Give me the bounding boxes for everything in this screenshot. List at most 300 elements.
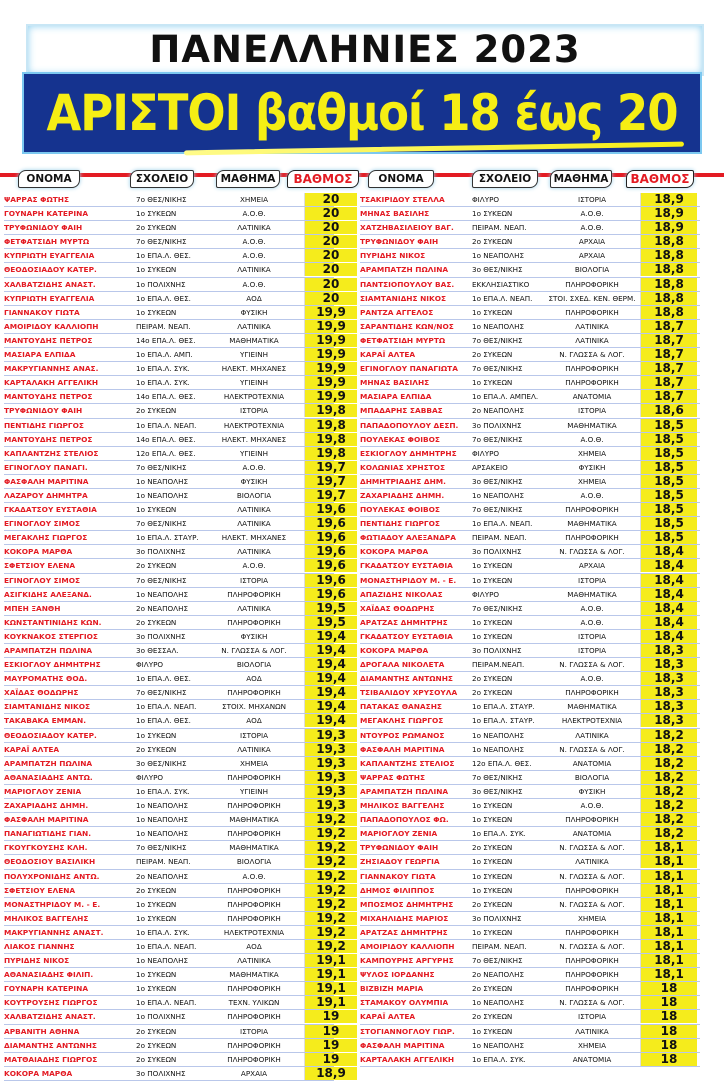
- school-name: 1ο ΣΥΚΕΩΝ: [136, 899, 177, 909]
- grade-value: 19,2: [304, 813, 357, 826]
- grade-value: 18,2: [640, 785, 697, 798]
- school-name: ΠΕΙΡΑΜ.ΝΕΑΠ.: [472, 660, 525, 670]
- table-row: [360, 461, 700, 475]
- student-name: ΜΑΝΤΟΥΔΗΣ ΠΕΤΡΟΣ: [4, 434, 93, 444]
- table-row: [360, 235, 700, 249]
- grade-value: 18,6: [640, 404, 697, 417]
- grade-value: 18: [640, 1025, 697, 1038]
- grade-value: 19,9: [304, 390, 357, 403]
- table-row: [4, 1052, 340, 1067]
- table-row: [4, 855, 346, 869]
- student-name: ΚΑΠΛΑΝΤΖΗΣ ΣΤΕΛΙΟΣ: [360, 758, 455, 768]
- table-row: [360, 376, 700, 390]
- student-name: ΧΑΛΒΑΤΖΙΔΗΣ ΑΝΑΣΤ.: [4, 279, 96, 289]
- subject-name: ΠΛΗΡΟΦΟΡΙΚΗ: [565, 970, 619, 980]
- top-title: ΠΑΝΕΛΛΗΝΙΕΣ 2023: [149, 28, 581, 71]
- table-row: [4, 362, 346, 376]
- subject-name: Ν. ΓΛΩΣΣΑ & ΛΟΓ.: [559, 871, 625, 881]
- student-name: ΕΓΙΝΟΓΛΟΥ ΣΙΜΟΣ: [4, 519, 81, 529]
- school-name: 1ο ΣΥΚΕΩΝ: [136, 984, 177, 994]
- grade-value: 19,7: [304, 475, 357, 488]
- student-name: ΤΡΥΦΩΝΙΔΟΥ ΦΑΙΗ: [360, 237, 439, 247]
- subject-name: ΠΛΗΡΟΦΟΡΙΚΗ: [227, 1012, 281, 1022]
- student-name: ΚΑΜΠΟΥΡΗΣ ΑΡΓΥΡΗΣ: [360, 956, 454, 966]
- left-column: [4, 170, 353, 1081]
- grade-value: 19,8: [304, 419, 357, 432]
- grade-value: 18,5: [640, 447, 697, 460]
- student-name: ΚΟΚΟΡΑ ΜΑΡΘΑ: [360, 547, 429, 557]
- grade-value: 18,4: [640, 588, 697, 601]
- school-name: 7ο ΘΕΣ/ΝΙΚΗΣ: [472, 364, 523, 374]
- subject-name: ΗΛΕΚΤΡΟΤΕΧΝΙΑ: [223, 927, 285, 937]
- subject-name: ΛΑΤΙΝΙΚΑ: [575, 335, 609, 345]
- table-row: [360, 362, 700, 376]
- school-name: 1ο ΣΥΚΕΩΝ: [472, 209, 513, 219]
- grade-value: 18,1: [640, 855, 697, 868]
- table-row: [4, 799, 346, 813]
- grade-value: 18,2: [640, 743, 697, 756]
- student-name: ΓΙΑΝΝΑΚΟΥ ΓΙΩΤΑ: [4, 307, 80, 317]
- table-row: [4, 235, 340, 249]
- grade-value: 18,7: [640, 348, 697, 361]
- table-row: [4, 601, 346, 616]
- student-name: ΜΑΚΡΥΓΙΑΝΝΗΣ ΑΝΑΣ.: [4, 364, 99, 374]
- subject-name: Α.Ο.Θ.: [580, 490, 604, 500]
- school-name: ΠΕΙΡΑΜ. ΝΕΑΠ.: [136, 321, 191, 331]
- grade-value: 19,6: [304, 545, 357, 558]
- subject-name: ΙΣΤΟΡΙΑ: [577, 1012, 607, 1022]
- subject-name: ΥΓΙΕΙΝΗ: [240, 786, 268, 796]
- school-name: 7ο ΘΕΣ/ΝΙΚΗΣ: [472, 505, 523, 515]
- school-name: 1ο ΕΠΑ.Λ. ΑΜΠΕΛ.: [472, 392, 539, 402]
- school-name: 3ο ΠΟΛΙΧΝΗΣ: [472, 913, 522, 923]
- grade-value: 18,5: [640, 419, 697, 432]
- subject-name: ΙΣΤΟΡΙΑ: [577, 406, 607, 416]
- school-name: 3ο ΘΕΣ/ΝΙΚΗΣ: [472, 786, 523, 796]
- student-name: ΑΡΑΜΠΑΤΖΗ ΠΩΛΙΝΑ: [360, 786, 449, 796]
- subject-name: ΒΙΟΛΟΓΙΑ: [236, 660, 272, 670]
- grade-value: 18,7: [640, 320, 697, 333]
- student-name: ΠΕΝΤΙΔΗΣ ΓΙΩΡΓΟΣ: [4, 420, 84, 430]
- student-name: ΔΗΜΟΣ ΦΙΛΙΠΠΟΣ: [360, 885, 435, 895]
- table-row: [360, 968, 700, 982]
- grade-value: 19,3: [304, 729, 357, 742]
- student-name: ΠΑΠΑΔΟΠΟΥΛΟΥ ΔΕΣΠ.: [360, 420, 459, 430]
- school-name: 3ο ΘΕΣ/ΝΙΚΗΣ: [472, 476, 523, 486]
- school-name: 1ο ΕΠΑ.Λ. ΝΕΑΠ.: [136, 941, 197, 951]
- school-name: 1ο ΕΠΑ.Λ. ΑΜΠ.: [136, 350, 193, 360]
- student-name: ΠΟΥΛΕΚΑΣ ΦΟΙΒΟΣ: [360, 505, 440, 515]
- student-name: ΣΙΑΜΤΑΝΙΔΗΣ ΝΙΚΟΣ: [4, 702, 91, 712]
- school-name: 1ο ΣΥΚΕΩΝ: [136, 307, 177, 317]
- subject-name: ΛΑΤΙΝΙΚΑ: [575, 1026, 609, 1036]
- subject-name: ΗΛΕΚΤΡΟΤΕΧΝΙΑ: [561, 716, 623, 726]
- student-name: ΚΥΠΡΙΩΤΗ ΕΥΑΓΓΕΛΙΑ: [4, 251, 95, 261]
- grade-value: 19,2: [304, 926, 357, 939]
- table-row: [360, 870, 700, 884]
- subject-name: Α.Ο.Θ.: [242, 209, 266, 219]
- grade-value: 18,8: [640, 292, 697, 305]
- school-name: 1ο ΝΕΑΠΟΛΗΣ: [472, 744, 525, 754]
- grade-value: 19,3: [304, 785, 357, 798]
- school-name: ΦΙΛΥΡΟ: [136, 660, 164, 670]
- subject-name: ΛΑΤΙΝΙΚΑ: [237, 956, 271, 966]
- grade-value: 19,3: [304, 771, 357, 784]
- grade-value: 19,5: [304, 602, 357, 615]
- table-row: [360, 404, 700, 418]
- subject-name: ΑΝΑΤΟΜΙΑ: [572, 1054, 612, 1064]
- subject-name: ΙΣΤΟΡΙΑ: [577, 646, 607, 655]
- school-name: 3ο ΠΟΛΙΧΝΗΣ: [472, 547, 522, 557]
- school-name: 7ο ΘΕΣ/ΝΙΚΗΣ: [472, 603, 523, 613]
- table-row: [4, 587, 346, 602]
- grade-value: 19,3: [304, 757, 357, 770]
- grade-value: 18,4: [640, 602, 697, 615]
- student-name: ΘΕΟΔΟΣΙΑΔΟΥ ΚΑΤΕΡ.: [4, 730, 97, 740]
- subject-name: ΠΛΗΡΟΦΟΡΙΚΗ: [227, 829, 281, 839]
- school-name: ΠΕΙΡΑΜ. ΝΕΑΠ.: [472, 533, 527, 543]
- school-name: 1ο ΕΠΑ.Λ. ΣΤΑΥΡ.: [136, 533, 199, 543]
- subject-name: ΤΕΧΝ. ΥΛΙΚΩΝ: [228, 998, 280, 1008]
- table-row: [360, 855, 700, 869]
- school-name: 1ο ΕΠΑ.Λ. ΝΕΑΠ.: [136, 420, 197, 430]
- student-name: ΧΑΪΔΑΣ ΘΟΔΩΡΗΣ: [4, 688, 79, 698]
- grade-value: 18,3: [640, 658, 697, 671]
- subject-name: ΑΡΧΑΙΑ: [240, 1068, 268, 1078]
- student-name: ΕΣΚΙΟΓΛΟΥ ΔΗΜΗΤΡΗΣ: [4, 660, 101, 670]
- subject-name: ΠΛΗΡΟΦΟΡΙΚΗ: [227, 885, 281, 895]
- grade-value: 19,2: [304, 940, 357, 953]
- student-name: ΣΤΑΜΑΚΟΥ ΟΛΥΜΠΙΑ: [360, 998, 449, 1008]
- school-name: 2ο ΣΥΚΕΩΝ: [136, 1054, 177, 1064]
- table-row: [4, 897, 346, 912]
- table-row: [360, 700, 700, 714]
- student-name: ΠΟΥΛΕΚΑΣ ΦΟΙΒΟΣ: [360, 434, 440, 444]
- school-name: 1ο ΣΥΚΕΩΝ: [136, 209, 177, 219]
- subject-name: ΛΑΤΙΝΙΚΑ: [575, 321, 609, 331]
- subject-name: ΑΟΔ: [246, 941, 262, 951]
- table-row: [360, 954, 700, 968]
- subject-name: ΙΣΤΟΡΙΑ: [239, 406, 269, 416]
- student-name: ΓΚΑΔΑΤΣΟΥ ΕΥΣΤΑΘΙΑ: [4, 505, 97, 515]
- subject-name: Α.Ο.Θ.: [242, 871, 266, 881]
- subject-name: Α.Ο.Θ.: [580, 209, 604, 219]
- school-name: ΕΚΚΛΗΣΙΑΣΤΙΚΟ: [472, 279, 530, 289]
- table-row: [360, 1025, 700, 1039]
- grade-value: 18,5: [640, 531, 697, 544]
- table-row: [360, 658, 700, 672]
- subject-name: ΑΝΑΤΟΜΙΑ: [572, 829, 612, 839]
- student-name: ΚΥΠΡΙΩΤΗ ΕΥΑΓΓΕΛΙΑ: [4, 293, 95, 303]
- student-name: ΑΡΑΜΠΑΤΖΗ ΠΩΛΙΝΑ: [4, 646, 93, 655]
- school-name: 2ο ΣΥΚΕΩΝ: [136, 223, 177, 233]
- table-row: [360, 785, 700, 799]
- school-name: 1ο ΣΥΚΕΩΝ: [472, 927, 513, 937]
- school-name: 2ο ΣΥΚΕΩΝ: [136, 885, 177, 895]
- student-name: ΤΣΑΚΙΡΙΔΟΥ ΣΤΕΛΛΑ: [360, 195, 445, 204]
- school-name: 1ο ΝΕΑΠΟΛΗΣ: [472, 730, 525, 740]
- grade-value: 18: [640, 1053, 697, 1066]
- col-school-header: ΣΧΟΛΕΙΟ: [472, 170, 538, 188]
- grade-value: 19,8: [304, 447, 357, 460]
- school-name: 1ο ΣΥΚΕΩΝ: [472, 378, 513, 388]
- subject-name: ΥΓΙΕΙΝΗ: [240, 378, 268, 388]
- school-name: 1ο ΕΠΑ.Λ. ΘΕΣ.: [136, 293, 191, 303]
- subject-name: ΜΑΘΗΜΑΤΙΚΑ: [567, 420, 617, 430]
- student-name: ΠΥΡΙΔΗΣ ΝΙΚΟΣ: [4, 956, 70, 966]
- grade-value: 18,1: [640, 912, 697, 925]
- grade-value: 18,1: [640, 884, 697, 897]
- table-row: [4, 686, 346, 700]
- subject-name: Α.Ο.Θ.: [242, 279, 266, 289]
- subject-name: ΣΤΟΙ. ΣΧΕΔ. ΚΕΝ. ΘΕΡΜ.: [548, 293, 636, 303]
- student-name: ΠΑΝΑΓΙΩΤΙΔΗΣ ΓΙΑΝ.: [4, 829, 92, 839]
- grade-value: 19,1: [304, 968, 357, 981]
- grade-value: 18,8: [640, 235, 697, 248]
- school-name: 1ο ΕΠΑ.Λ. ΘΕΣ.: [136, 674, 191, 684]
- student-name: ΨΥΛΟΣ ΙΟΡΔΑΝΗΣ: [360, 970, 435, 980]
- student-name: ΚΟΛΩΝΙΑΣ ΧΡΗΣΤΟΣ: [360, 462, 446, 472]
- school-name: 12ο ΕΠΑ.Λ. ΘΕΣ.: [136, 448, 196, 458]
- student-name: ΦΑΣΦΑΛΗ ΜΑΡΙΤΙΝΑ: [360, 744, 445, 754]
- right-rows: [360, 193, 700, 1067]
- student-name: ΜΑΝΤΟΥΔΗΣ ΠΕΤΡΟΣ: [4, 335, 93, 345]
- subject-name: ΙΣΤΟΡΙΑ: [239, 575, 269, 585]
- grade-value: 19,1: [304, 954, 357, 967]
- grade-value: 19,8: [304, 404, 357, 417]
- table-row: [4, 813, 346, 827]
- main-banner: [22, 72, 702, 154]
- student-name: ΜΑΣΙΑΡΑ ΕΛΠΙΔΑ: [4, 350, 76, 360]
- table-row: [360, 602, 700, 616]
- table-row: [360, 1053, 700, 1067]
- subject-name: Α.Ο.Θ.: [580, 223, 604, 233]
- student-name: ΦΑΣΦΑΛΗ ΜΑΡΙΤΙΝΑ: [4, 476, 89, 486]
- school-name: 1ο ΕΠΑ.Λ. ΣΤΑΥΡ.: [472, 716, 535, 726]
- school-name: 2ο ΣΥΚΕΩΝ: [136, 561, 177, 571]
- subject-name: ΙΣΤΟΡΙΑ: [577, 195, 607, 204]
- grade-value: 19,5: [304, 616, 357, 629]
- school-name: 1ο ΣΥΚΕΩΝ: [472, 1026, 513, 1036]
- table-row: [4, 531, 346, 545]
- student-name: ΠΑΤΑΚΑΣ ΘΑΝΑΣΗΣ: [360, 702, 442, 712]
- subject-name: Α.Ο.Θ.: [580, 617, 604, 627]
- school-name: 1ο ΣΥΚΕΩΝ: [472, 871, 513, 881]
- subject-name: ΦΥΣΙΚΗ: [240, 476, 268, 486]
- student-name: ΚΟΥΤΡΟΥΣΗΣ ΓΙΩΡΓΟΣ: [4, 998, 98, 1008]
- student-name: ΕΓΙΝΟΓΛΟΥ ΠΑΝΑΓΙ.: [4, 462, 88, 472]
- school-name: 1ο ΕΠΑ.Λ. ΣΥΚ.: [136, 927, 190, 937]
- subject-name: Ν. ΓΛΩΣΣΑ & ΛΟΓ.: [559, 899, 625, 909]
- table-row: [360, 292, 700, 306]
- table-row: [360, 419, 700, 433]
- grade-value: 18,8: [640, 278, 697, 291]
- student-name: ΘΕΟΔΟΣΙΟΥ ΒΑΣΙΛΙΚΗ: [4, 857, 96, 867]
- subject-name: ΠΛΗΡΟΦΟΡΙΚΗ: [565, 378, 619, 388]
- school-name: 1ο ΝΕΑΠΟΛΗΣ: [472, 998, 525, 1008]
- col-school-header: ΣΧΟΛΕΙΟ: [130, 170, 194, 188]
- student-name: ΑΠΑΖΙΔΗΣ ΝΙΚΟΛΑΣ: [360, 589, 443, 599]
- student-name: ΑΡΑΤΖΑΣ ΔΗΜΗΤΡΗΣ: [360, 927, 448, 937]
- school-name: 1ο ΣΥΚΕΩΝ: [136, 730, 177, 740]
- grade-value: 18,7: [640, 376, 697, 389]
- school-name: 1ο ΝΕΑΠΟΛΗΣ: [136, 829, 189, 839]
- subject-name: ΜΑΘΗΜΑΤΙΚΑ: [229, 335, 279, 345]
- subject-name: ΜΑΘΗΜΑΤΙΚΑ: [229, 815, 279, 825]
- table-row: [360, 588, 700, 602]
- grade-value: 18,7: [640, 390, 697, 403]
- top-banner: [26, 24, 704, 76]
- grade-value: 18,3: [640, 672, 697, 685]
- school-name: 1ο ΠΟΛΙΧΝΗΣ: [136, 1012, 186, 1022]
- student-name: ΠΥΡΙΔΗΣ ΝΙΚΟΣ: [360, 251, 426, 261]
- student-name: ΣΑΡΑΝΤΙΔΗΣ ΚΩΝ/ΝΟΣ: [360, 321, 454, 331]
- school-name: 7ο ΘΕΣ/ΝΙΚΗΣ: [472, 335, 523, 345]
- grade-value: 19,4: [304, 714, 357, 727]
- table-row: [4, 869, 346, 884]
- student-name: ΚΑΡΑΪ ΑΛΤΕΑ: [4, 744, 60, 754]
- student-name: ΧΑΛΒΑΤΖΙΔΗΣ ΑΝΑΣΤ.: [4, 1012, 96, 1022]
- student-name: ΜΑΣΙΑΡΑ ΕΛΠΙΔΑ: [360, 392, 432, 402]
- student-name: ΣΦΕΤΣΙΟΥ ΕΛΕΝΑ: [4, 561, 76, 571]
- student-name: ΛΑΖΑΡΟΥ ΔΗΜΗΤΡΑ: [4, 490, 88, 500]
- student-name: ΜΟΝΑΣΤΗΡΙΔΟΥ Μ. - Ε.: [4, 899, 101, 909]
- subject-name: Ν. ΓΛΩΣΣΑ & ΛΟΓ.: [559, 744, 625, 754]
- right-column: [360, 170, 700, 1067]
- school-name: 7ο ΘΕΣ/ΝΙΚΗΣ: [472, 772, 523, 782]
- table-row: [4, 305, 346, 320]
- grade-value: 18,8: [640, 249, 697, 262]
- school-name: 1ο ΕΠΑ.Λ. ΝΕΑΠ.: [472, 519, 533, 529]
- subject-name: Ν. ΓΛΩΣΣΑ & ΛΟΓ.: [221, 646, 287, 655]
- subject-name: Ν. ΓΛΩΣΣΑ & ΛΟΓ.: [559, 547, 625, 557]
- grade-value: 20: [304, 263, 357, 276]
- student-name: ΑΡΑΜΠΑΤΖΗ ΠΩΛΙΝΑ: [360, 265, 449, 275]
- school-name: 7ο ΘΕΣ/ΝΙΚΗΣ: [136, 237, 187, 247]
- grade-value: 18: [640, 982, 697, 995]
- table-row: [360, 672, 700, 686]
- table-row: [4, 263, 340, 277]
- student-name: ΛΙΑΚΟΣ ΓΙΑΝΝΗΣ: [4, 941, 75, 951]
- grade-value: 19,4: [304, 700, 357, 713]
- subject-name: ΛΑΤΙΝΙΚΑ: [237, 519, 271, 529]
- student-name: ΜΗΝΑΣ ΒΑΣΙΛΗΣ: [360, 378, 430, 388]
- table-row: [360, 757, 700, 771]
- grade-value: 19,6: [304, 574, 357, 587]
- subject-name: ΜΑΘΗΜΑΤΙΚΑ: [567, 519, 617, 529]
- school-name: 1ο ΕΠΑ.Λ. ΘΕΣ.: [136, 716, 191, 726]
- table-row: [360, 249, 700, 263]
- student-name: ΜΕΓΑΚΛΗΣ ΓΙΩΡΓΟΣ: [4, 533, 88, 543]
- subject-name: ΧΗΜΕΙΑ: [577, 476, 607, 486]
- school-name: 1ο ΝΕΑΠΟΛΗΣ: [472, 321, 525, 331]
- grade-value: 19: [304, 1039, 357, 1052]
- grade-value: 18,5: [640, 475, 697, 488]
- school-name: 7ο ΘΕΣ/ΝΙΚΗΣ: [136, 688, 187, 698]
- subject-name: ΙΣΤΟΡΙΑ: [577, 631, 607, 641]
- table-row: [4, 756, 346, 771]
- student-name: ΧΑΪΔΑΣ ΘΟΔΩΡΗΣ: [360, 603, 435, 613]
- grade-value: 18,8: [640, 306, 697, 319]
- table-row: [360, 503, 700, 517]
- school-name: 1ο ΝΕΑΠΟΛΗΣ: [136, 815, 189, 825]
- grade-value: 18,8: [640, 263, 697, 276]
- student-name: ΚΑΡΑΪ ΑΛΤΕΑ: [360, 1012, 416, 1022]
- grade-value: 18,7: [640, 334, 697, 347]
- student-name: ΓΚΑΔΑΤΣΟΥ ΕΥΣΤΑΘΙΑ: [360, 631, 453, 641]
- subject-name: ΗΛΕΚΤ. ΜΗΧΑΝΕΣ: [221, 364, 287, 374]
- grade-value: 19,2: [304, 884, 357, 897]
- student-name: ΜΑΥΡΟΜΑΤΗΣ ΘΟΔ.: [4, 674, 88, 684]
- subject-name: ΥΓΙΕΙΝΗ: [240, 448, 268, 458]
- subject-name: ΠΛΗΡΟΦΟΡΙΚΗ: [565, 956, 619, 966]
- student-name: ΡΑΝΤΖΑ ΑΓΓΕΛΟΣ: [360, 307, 434, 317]
- school-name: 3ο ΘΕΣ/ΝΙΚΗΣ: [136, 758, 187, 768]
- school-name: 2ο ΝΕΑΠΟΛΗΣ: [136, 603, 189, 613]
- grade-value: 20: [304, 207, 357, 220]
- table-row: [4, 784, 346, 799]
- student-name: ΓΚΟΥΓΚΟΥΣΗΣ ΚΛΗ.: [4, 843, 88, 853]
- student-name: ΜΙΧΑΗΛΙΔΗΣ ΜΑΡΙΟΣ: [360, 913, 449, 923]
- subject-name: ΛΑΤΙΝΙΚΑ: [237, 223, 271, 233]
- grade-value: 19,2: [304, 912, 357, 925]
- subject-name: ΑΟΔ: [246, 293, 262, 303]
- school-name: 14ο ΕΠΑ.Λ. ΘΕΣ.: [136, 335, 196, 345]
- table-row: [4, 474, 346, 489]
- school-name: 2ο ΝΕΑΠΟΛΗΣ: [136, 871, 189, 881]
- student-name: ΓΟΥΝΑΡΗ ΚΑΤΕΡΙΝΑ: [4, 209, 89, 219]
- col-grade-header: ΒΑΘΜΟΣ: [287, 170, 359, 188]
- table-row: [4, 446, 346, 461]
- table-row: [360, 489, 700, 503]
- school-name: 1ο ΣΥΚΕΩΝ: [472, 617, 513, 627]
- school-name: 12ο ΕΠΑ.Λ. ΘΕΣ.: [472, 758, 532, 768]
- subject-name: ΛΑΤΙΝΙΚΑ: [237, 744, 271, 754]
- grade-value: 18,9: [640, 207, 697, 220]
- subject-name: Α.Ο.Θ.: [580, 801, 604, 811]
- student-name: ΕΣΚΙΟΓΛΟΥ ΔΗΜΗΤΡΗΣ: [360, 448, 457, 458]
- subject-name: ΦΥΣΙΚΗ: [578, 786, 606, 796]
- school-name: 7ο ΘΕΣ/ΝΙΚΗΣ: [472, 956, 523, 966]
- table-row: [4, 390, 346, 404]
- student-name: ΚΟΚΟΡΑ ΜΑΡΘΑ: [4, 547, 73, 557]
- student-name: ΚΑΡΤΑΛΑΚΗ ΑΓΓΕΛΙΚΗ: [4, 378, 99, 388]
- subject-name: Ν. ΓΛΩΣΣΑ & ΛΟΓ.: [559, 998, 625, 1008]
- grade-value: 18: [640, 1039, 697, 1052]
- table-row: [4, 954, 346, 968]
- student-name: ΣΙΑΜΤΑΝΙΔΗΣ ΝΙΚΟΣ: [360, 293, 447, 303]
- school-name: 2ο ΣΥΚΕΩΝ: [472, 688, 513, 698]
- student-name: ΦΕΤΦΑΤΣΙΔΗ ΜΥΡΤΩ: [4, 237, 90, 247]
- table-row: [4, 714, 346, 728]
- subject-name: ΠΛΗΡΟΦΟΡΙΚΗ: [565, 533, 619, 543]
- school-name: 1ο ΕΠΑ.Λ. ΣΥΚ.: [136, 364, 190, 374]
- table-row: [4, 193, 340, 207]
- student-name: ΑΜΟΙΡΙΔΟΥ ΚΑΛΛΙΟΠΗ: [4, 321, 99, 331]
- school-name: 1ο ΕΠΑ.Λ. ΣΥΚ.: [472, 1054, 526, 1064]
- table-row: [4, 573, 346, 588]
- table-row: [360, 630, 700, 644]
- subject-name: ΠΛΗΡΟΦΟΡΙΚΗ: [565, 885, 619, 895]
- student-name: ΣΤΟΓΙΑΝΝΟΓΛΟΥ ΓΙΩΡ.: [360, 1026, 455, 1036]
- school-name: 14ο ΕΠΑ.Λ. ΘΕΣ.: [136, 392, 196, 402]
- student-name: ΨΑΡΡΑΣ ΦΩΤΗΣ: [4, 195, 70, 204]
- table-row: [360, 799, 700, 813]
- school-name: 1ο ΕΠΑ.Λ. ΣΥΚ.: [136, 378, 190, 388]
- school-name: ΦΙΛΥΡΟ: [472, 448, 500, 458]
- table-row: [4, 644, 346, 658]
- grade-value: 19: [304, 1025, 357, 1038]
